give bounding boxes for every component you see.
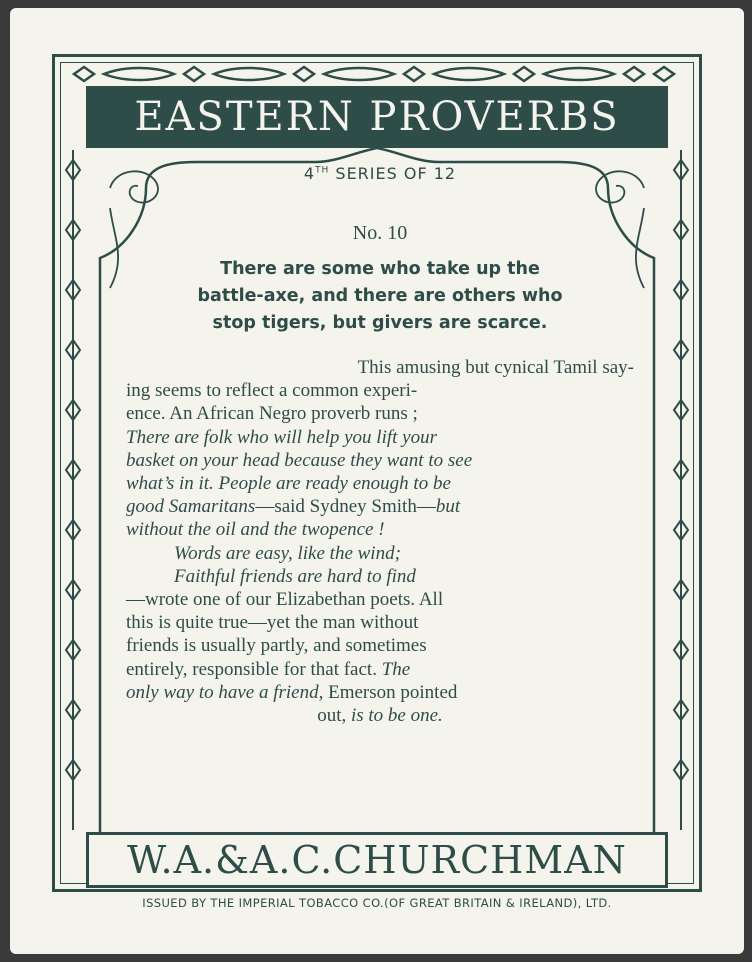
quote-fragment: but — [435, 496, 461, 518]
maker-name: W.A.&A.C.CHURCHMAN — [127, 838, 627, 882]
card-content — [100, 150, 660, 830]
top-ornament — [64, 64, 690, 84]
commentary-line: what’s in it. People are ready enough to be — [126, 473, 451, 495]
commentary-line: ing seems to reflect a common experi- — [126, 380, 418, 402]
quote-fragment: good Samaritans — [126, 496, 256, 518]
quote-fragment: The — [381, 658, 411, 680]
series-label — [100, 164, 660, 183]
proverb-line: battle-axe, and there are others who — [197, 286, 563, 306]
series-text: SERIES OF 12 — [329, 164, 457, 183]
commentary-line: This amusing but cynical Tamil say- — [357, 357, 634, 378]
commentary-line — [126, 658, 634, 681]
text-fragment: out, — [317, 705, 351, 727]
card-title: EASTERN PROVERBS — [134, 94, 620, 140]
maker-banner — [86, 832, 668, 888]
proverb-line: stop tigers, but givers are scarce. — [212, 313, 548, 333]
card-number: No. 10 — [352, 222, 408, 244]
text-fragment: Emerson pointed — [323, 681, 458, 703]
left-ornament — [64, 150, 82, 830]
text-fragment: entirely, responsible for that fact. — [126, 658, 382, 680]
attribution: —said Sydney Smith— — [255, 496, 436, 518]
issuer-line: ISSUED BY THE IMPERIAL TOBACCO CO.(OF GREAT BRITAIN & IRELAND), LTD. — [142, 896, 612, 910]
commentary-line: There are folk who will help you lift your — [126, 426, 438, 448]
proverb — [170, 256, 590, 337]
commentary-line: this is quite true—yet the man without — [126, 612, 419, 634]
series-ordinal: TH — [315, 165, 330, 176]
series-number: 4 — [303, 164, 316, 183]
verse-line: Faithful friends are hard to find — [174, 565, 416, 587]
quote-fragment: is to be one. — [350, 705, 443, 727]
commentary-line: friends is usually partly, and sometimes — [126, 635, 427, 657]
right-ornament — [672, 150, 690, 830]
commentary-line: ence. An African Negro proverb runs ; — [126, 403, 418, 425]
commentary-line — [126, 681, 634, 704]
commentary — [126, 356, 634, 727]
commentary-line — [126, 495, 634, 518]
commentary-line: basket on your head because they want to see — [126, 449, 473, 471]
commentary-line — [126, 704, 634, 727]
proverb-line: There are some who take up the — [220, 259, 540, 279]
commentary-line: without the oil and the twopence ! — [126, 519, 385, 541]
quote-fragment: only way to have a friend, — [126, 681, 324, 703]
title-banner — [86, 86, 668, 148]
verse-line: Words are easy, like the wind; — [174, 542, 401, 564]
commentary-line: —wrote one of our Elizabethan poets. All — [126, 589, 444, 611]
